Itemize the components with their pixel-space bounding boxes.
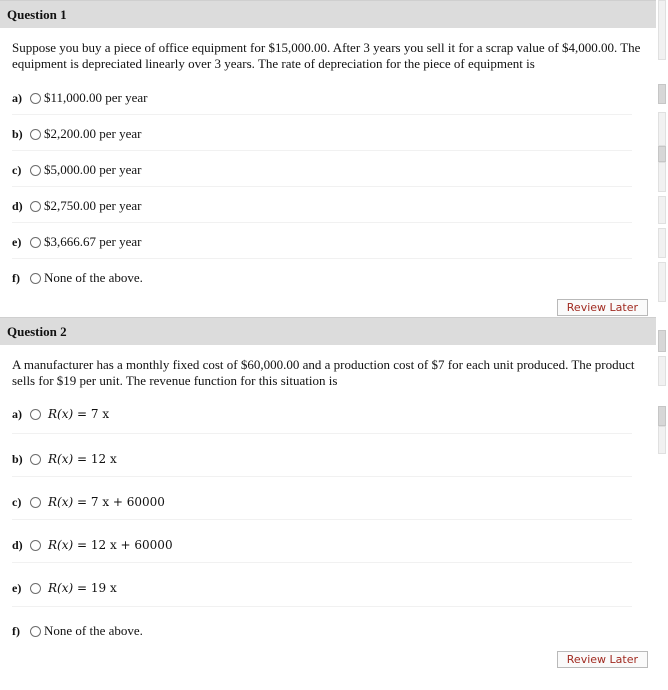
formula-rhs: = 7 x bbox=[77, 407, 110, 421]
q2-option-d[interactable] bbox=[12, 536, 642, 554]
option-letter: a) bbox=[12, 90, 22, 105]
question-2-stem: A manufacturer has a monthly fixed cost of $60,000.00 and a production cost of $7 for each unit produced. The product sells for $19 per unit. The revenue function for this situation is bbox=[12, 357, 635, 388]
q1-radio-c[interactable] bbox=[30, 165, 41, 176]
option-letter: a) bbox=[12, 406, 22, 421]
question-1-title: Question 1 bbox=[7, 7, 67, 22]
option-letter: b) bbox=[12, 126, 23, 141]
option-letter: b) bbox=[12, 451, 23, 466]
q1-radio-a[interactable] bbox=[30, 93, 41, 104]
q2-radio-b[interactable] bbox=[30, 454, 41, 465]
scrollbar-track[interactable] bbox=[656, 0, 668, 665]
option-letter: f) bbox=[12, 623, 20, 638]
formula-lhs: R(x) bbox=[48, 538, 74, 552]
scroll-segment[interactable] bbox=[658, 228, 666, 258]
q1-option-a[interactable] bbox=[12, 89, 642, 107]
formula-rhs: = 12 x + 60000 bbox=[77, 538, 173, 552]
question-1-stem: Suppose you buy a piece of office equipment for $15,000.00. After 3 years you sell it for a scrap value of $4,000.00. The equipment is depreciated linearly over 3 years. The rate of depreciation for the piece of equipment is bbox=[12, 40, 641, 71]
option-formula bbox=[48, 538, 173, 552]
scroll-segment[interactable] bbox=[658, 0, 666, 60]
q1-radio-d[interactable] bbox=[30, 201, 41, 212]
scroll-segment[interactable] bbox=[658, 84, 666, 104]
formula-lhs: R(x) bbox=[48, 495, 74, 509]
q2-option-c[interactable] bbox=[12, 493, 642, 511]
formula-rhs: = 19 x bbox=[77, 581, 117, 595]
q1-option-c[interactable] bbox=[12, 161, 642, 179]
q1-radio-e[interactable] bbox=[30, 237, 41, 248]
option-text: $2,750.00 per year bbox=[44, 198, 142, 213]
q2-radio-e[interactable] bbox=[30, 583, 41, 594]
q1-radio-f[interactable] bbox=[30, 273, 41, 284]
question-2-header bbox=[0, 317, 656, 345]
option-letter: f) bbox=[12, 270, 20, 285]
question-2-title: Question 2 bbox=[7, 324, 67, 339]
option-letter: d) bbox=[12, 537, 23, 552]
q1-review-later-button[interactable]: Review Later bbox=[557, 299, 648, 316]
option-formula bbox=[48, 452, 117, 466]
q2-radio-f[interactable] bbox=[30, 626, 41, 637]
option-formula bbox=[48, 581, 117, 595]
scroll-segment[interactable] bbox=[658, 162, 666, 192]
formula-rhs: = 7 x + 60000 bbox=[77, 495, 165, 509]
q2-review-later-button[interactable]: Review Later bbox=[557, 651, 648, 668]
question-2-body bbox=[0, 345, 656, 690]
option-text: None of the above. bbox=[44, 623, 143, 638]
formula-rhs: = 12 x bbox=[77, 452, 117, 466]
q2-radio-a[interactable] bbox=[30, 409, 41, 420]
q1-radio-b[interactable] bbox=[30, 129, 41, 140]
q1-option-e[interactable] bbox=[12, 233, 642, 251]
option-text: $11,000.00 per year bbox=[44, 90, 148, 105]
formula-lhs: R(x) bbox=[48, 407, 74, 421]
q2-option-e[interactable] bbox=[12, 579, 642, 597]
option-formula bbox=[48, 407, 109, 421]
scroll-segment[interactable] bbox=[658, 112, 666, 146]
option-text: $2,200.00 per year bbox=[44, 126, 142, 141]
option-letter: e) bbox=[12, 234, 22, 249]
q2-radio-d[interactable] bbox=[30, 540, 41, 551]
option-text: $3,666.67 per year bbox=[44, 234, 142, 249]
q2-radio-c[interactable] bbox=[30, 497, 41, 508]
option-text: $5,000.00 per year bbox=[44, 162, 142, 177]
scroll-segment[interactable] bbox=[658, 406, 666, 426]
q2-option-f[interactable] bbox=[12, 622, 642, 640]
q2-option-a[interactable] bbox=[12, 405, 642, 423]
option-letter: d) bbox=[12, 198, 23, 213]
question-1-body bbox=[0, 28, 656, 317]
q1-option-b[interactable] bbox=[12, 125, 642, 143]
question-1-header bbox=[0, 0, 656, 28]
option-letter: e) bbox=[12, 580, 22, 595]
scroll-segment[interactable] bbox=[658, 146, 666, 162]
option-letter: c) bbox=[12, 162, 22, 177]
option-letter: c) bbox=[12, 494, 22, 509]
option-text: None of the above. bbox=[44, 270, 143, 285]
formula-lhs: R(x) bbox=[48, 581, 74, 595]
q2-option-b[interactable] bbox=[12, 450, 642, 468]
scroll-segment[interactable] bbox=[658, 262, 666, 302]
q1-option-f[interactable] bbox=[12, 269, 642, 287]
scroll-segment[interactable] bbox=[658, 196, 666, 224]
option-formula bbox=[48, 495, 165, 509]
scroll-segment[interactable] bbox=[658, 426, 666, 454]
scroll-segment[interactable] bbox=[658, 330, 666, 352]
formula-lhs: R(x) bbox=[48, 452, 74, 466]
scroll-segment[interactable] bbox=[658, 356, 666, 386]
q1-option-d[interactable] bbox=[12, 197, 642, 215]
